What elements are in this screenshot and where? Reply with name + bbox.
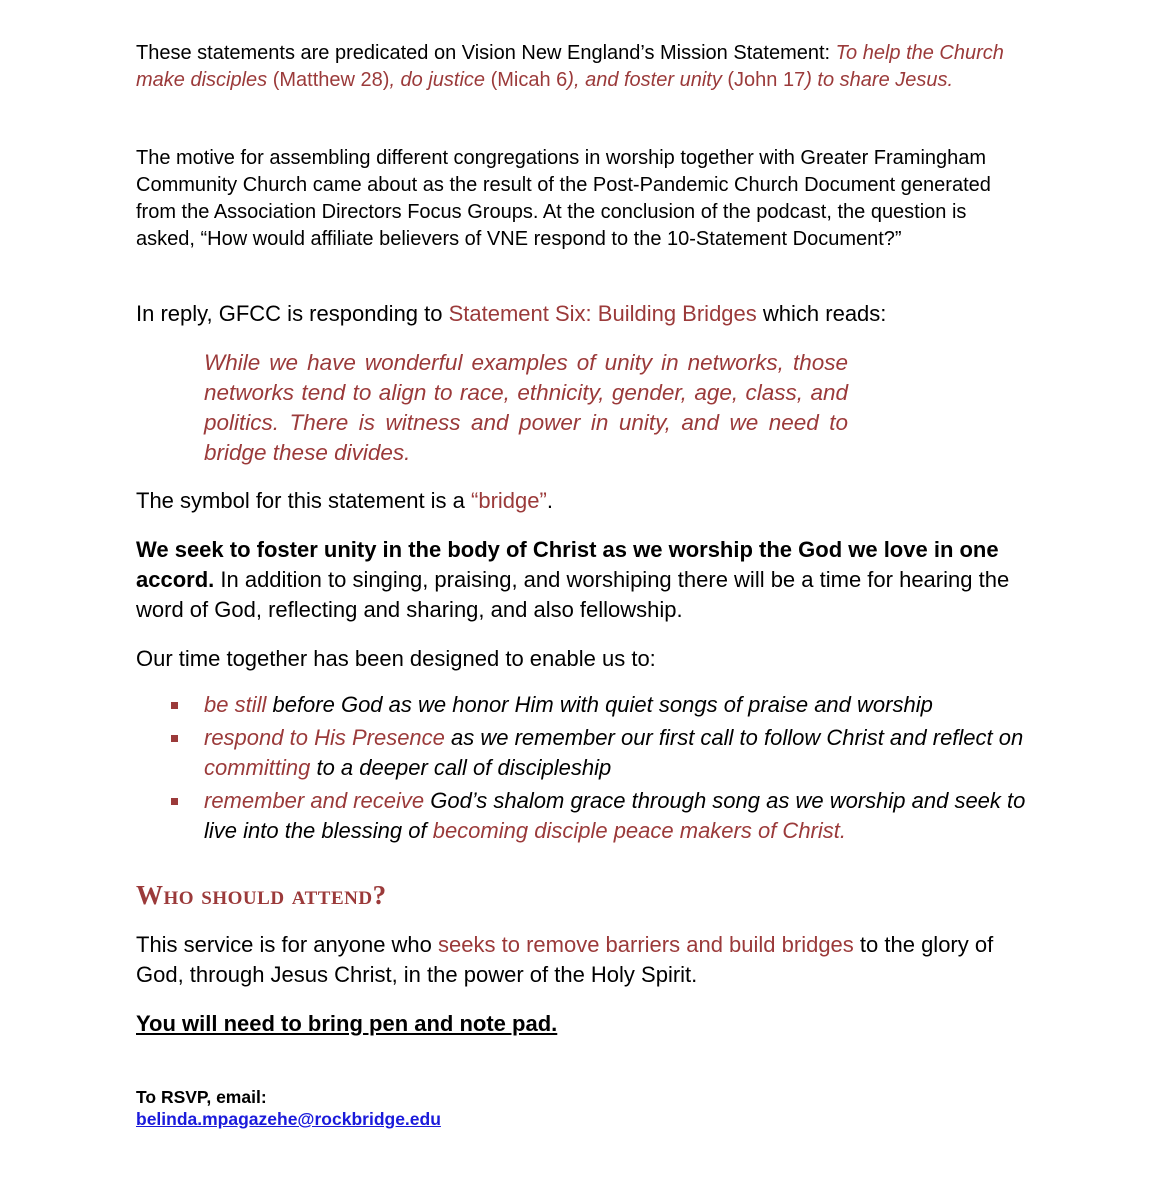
mission-ref-3: (John 17 bbox=[721, 69, 806, 91]
intro-list-paragraph: Our time together has been designed to enable us to: bbox=[136, 646, 656, 671]
symbol-paragraph bbox=[136, 486, 1026, 516]
list-item bbox=[136, 786, 1026, 846]
list-item-accent-2: becoming disciple peace makers of Christ. bbox=[432, 818, 846, 843]
purpose-list bbox=[136, 690, 1026, 849]
rsvp-label: To RSVP, email: bbox=[136, 1087, 267, 1107]
mission-lead: These statements are predicated on Vision New England’s Mission Statement: bbox=[136, 42, 836, 64]
list-item-accent: be still bbox=[204, 692, 267, 717]
square-bullet-icon bbox=[171, 735, 178, 742]
mission-ref-2: (Micah 6 bbox=[485, 69, 568, 91]
list-item-text: as we remember our first call to follow Christ and reflect on bbox=[444, 725, 1024, 750]
unity-rest: In addition to singing, praising, and worshiping there will be a time for hearing the word of God, reflecting and sharing, and also fellowship. bbox=[136, 567, 1010, 622]
symbol-tail: . bbox=[546, 488, 553, 513]
list-item-accent-2: committing bbox=[204, 755, 311, 780]
statement-six-title: Statement Six: Building Bridges bbox=[448, 301, 757, 326]
list-item-text: God’s shalom grace through song as we worship and seek to live into the blessing of bbox=[204, 788, 1026, 843]
square-bullet-icon bbox=[171, 702, 178, 709]
list-item-accent: respond to His Presence bbox=[204, 725, 445, 750]
audience-accent: seeks to remove barriers and build bridges bbox=[438, 932, 854, 957]
reply-tail: which reads: bbox=[756, 301, 887, 326]
audience-paragraph bbox=[136, 930, 1026, 990]
mission-phrase-4: ) to share Jesus. bbox=[805, 69, 954, 91]
audience-lead: This service is for anyone who bbox=[136, 932, 439, 957]
statement-quote: While we have wonderful examples of unity in networks, those networks tend to align to race, ethnicity, gender, age, class, and politics. There is witness and power in unity, and we need to bridge these divides. bbox=[204, 350, 848, 465]
mission-phrase-2: , do justice bbox=[389, 69, 486, 91]
list-item-accent: remember and receive bbox=[204, 788, 425, 813]
list-item bbox=[136, 723, 1026, 783]
square-bullet-icon bbox=[171, 798, 178, 805]
reply-lead: In reply, GFCC is responding to bbox=[136, 301, 449, 326]
section-heading: Who should attend? bbox=[136, 880, 387, 910]
rsvp-block bbox=[136, 1086, 441, 1130]
unity-bold-sentence: We seek to foster unity in the body of Christ as we worship the God we love in one accord. bbox=[136, 537, 999, 592]
mission-phrase-1: To help the Church make disciples bbox=[136, 42, 1004, 91]
mission-phrase-3: ), and foster unity bbox=[567, 69, 722, 91]
audience-tail: to the glory of God, through Jesus Christ, in the power of the Holy Spirit. bbox=[136, 932, 994, 987]
reply-paragraph bbox=[136, 299, 1026, 329]
rsvp-email-link[interactable]: belinda.mpagazehe@rockbridge.edu bbox=[136, 1109, 441, 1129]
bring-notice: You will need to bring pen and note pad. bbox=[136, 1011, 558, 1036]
unity-paragraph bbox=[136, 535, 1026, 625]
motive-paragraph: The motive for assembling different congregations in worship together with Greater Framingham Community Church came about as the result of the Post-Pandemic Church Document generated from the Association Directors Focus Groups. At the conclusion of the podcast, the question is asked, “How would affiliate believers of VNE respond to the 10-Statement Document?” bbox=[136, 147, 991, 250]
mission-ref-1: (Matthew 28) bbox=[267, 69, 390, 91]
symbol-lead: The symbol for this statement is a bbox=[136, 488, 472, 513]
mission-paragraph bbox=[136, 40, 1026, 94]
list-item-text-2: to a deeper call of discipleship bbox=[310, 755, 612, 780]
list-item bbox=[136, 690, 1026, 720]
symbol-word: “bridge” bbox=[471, 488, 547, 513]
list-item-text: before God as we honor Him with quiet songs of praise and worship bbox=[266, 692, 933, 717]
